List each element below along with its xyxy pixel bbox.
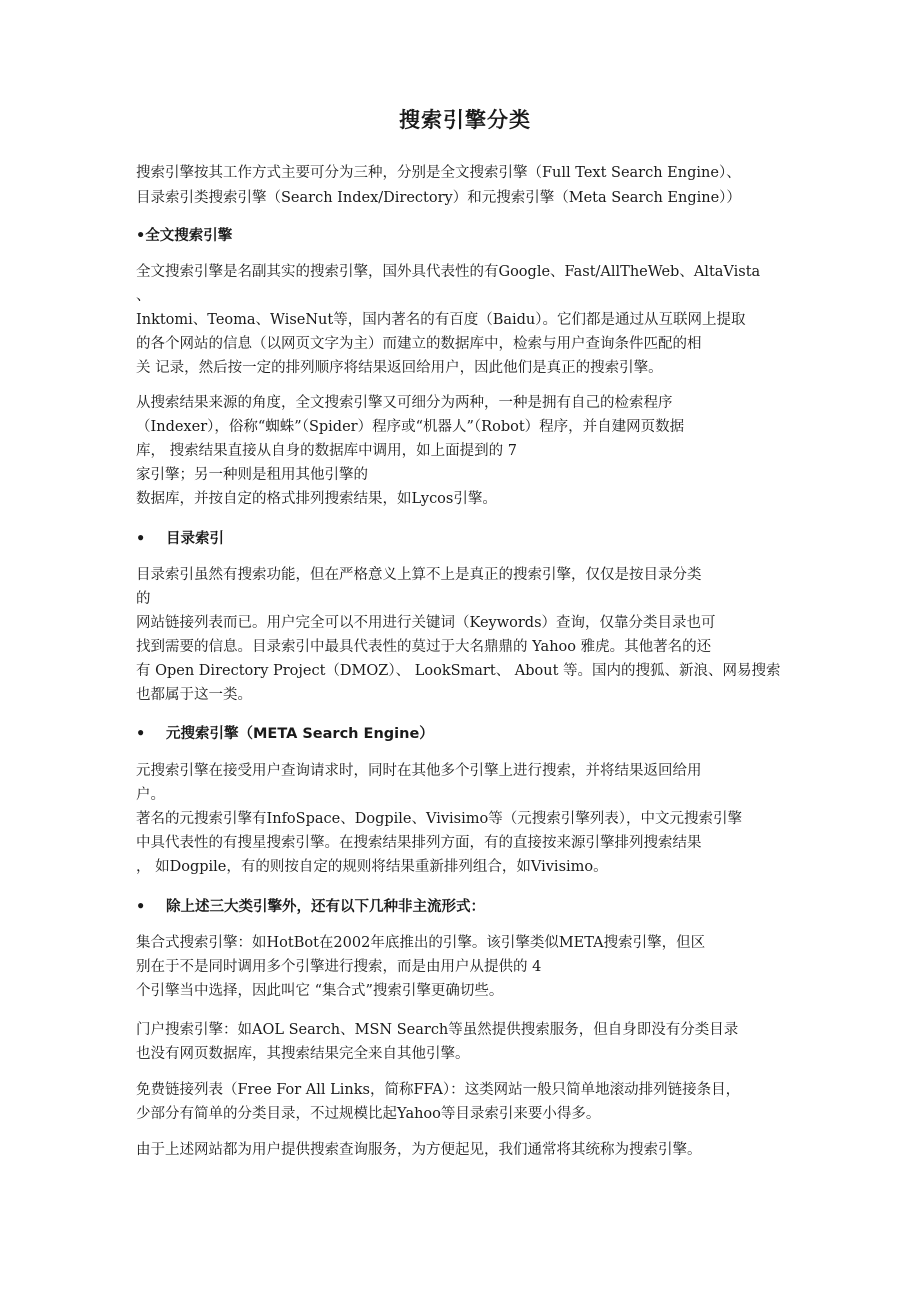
page-title: 搜索引擎分类 [399,108,531,132]
paragraph-line: 数据库，并按自定的格式排列搜索结果，如Lycos引擎。 [136,491,497,507]
paragraph-line: 也没有网页数据库，其搜索结果完全来自其他引擎。 [136,1046,470,1062]
paragraph-line: 关 记录，然后按一定的排列顺序将结果返回给用户，因此他们是真正的搜索引擎。 [136,360,663,376]
paragraph-line: 免费链接列表（Free For All Links，简称FFA）：这类网站一般只简单地滚动排列链接条目， [136,1082,741,1098]
bullet-mark: • [136,898,146,915]
paragraph-line: 库， 搜索结果直接从自身的数据库中调用，如上面提到的 7 [136,443,517,459]
paragraph-line: 户。 [136,787,165,803]
paragraph-line: 的 [136,591,151,607]
paragraph-line: 目录索引虽然有搜索功能，但在严格意义上算不上是真正的搜索引擎，仅仅是按目录分类 [136,567,702,583]
paragraph-line: 由于上述网站都为用户提供搜索查询服务，为方便起见，我们通常将其统称为搜索引擎。 [136,1142,702,1158]
paragraph-line: 也都属于这一类。 [136,687,252,703]
paragraph-line: 家引擎；另一种则是租用其他引擎的 [136,467,368,483]
intro-line: 目录索引类搜索引擎（Search Index/Directory）和元搜索引擎（Meta Search Engine）） [136,190,741,206]
paragraph-line: 别在于不是同时调用多个引擎进行搜索，而是由用户从提供的 4 [136,959,542,975]
paragraph-line: 、 [136,288,151,304]
paragraph-line: 个引擎当中选择，因此叫它 “集合式”搜索引擎更确切些。 [136,983,504,999]
paragraph-line: 门户搜索引擎：如AOL Search、MSN Search等虽然提供搜索服务，但自身即没有分类目录 [136,1022,739,1038]
paragraph-line: 元搜索引擎在接受用户查询请求时，同时在其他多个引擎上进行搜索，并将结果返回给用 [136,763,702,779]
paragraph-line: 集合式搜索引擎：如HotBot在2002年底推出的引擎。该引擎类似META搜索引擎，但区 [136,935,706,951]
bullet-mark: • [136,725,146,742]
paragraph-line: 找到需要的信息。目录索引中最具代表性的莫过于大名鼎鼎的 Yahoo 雅虎。其他著名的还 [136,639,712,655]
paragraph-line: 全文搜索引擎是名副其实的搜索引擎，国外具代表性的有Google、Fast/AllTheWeb、AltaVista [136,264,761,280]
section-heading-fulltext: •全文搜索引擎 [136,228,233,244]
paragraph-line: 从搜索结果来源的角度，全文搜索引擎又可细分为两种，一种是拥有自己的检索程序 [136,395,673,411]
paragraph-line: ， 如Dogpile，有的则按自定的规则将结果重新排列组合，如Vivisimo。 [136,859,608,875]
paragraph-line: Inktomi、Teoma、WiseNut等，国内著名的有百度（Baidu）。它们都是通过从互联网上提取 [136,312,746,328]
paragraph-line: 著名的元搜索引擎有InfoSpace、Dogpile、Vivisimo等（元搜索引擎列表），中文元搜索引擎 [136,811,742,827]
paragraph-line: 少部分有简单的分类目录，不过规模比起Yahoo等目录索引来要小得多。 [136,1106,601,1122]
paragraph-line: 的各个网站的信息（以网页文字为主）而建立的数据库中，检索与用户查询条件匹配的相 [136,336,702,352]
intro-line: 搜索引擎按其工作方式主要可分为三种，分别是全文搜索引擎（Full Text Search Engine）、 [136,165,741,181]
paragraph-line: 网站链接列表而已。用户完全可以不用进行关键词（Keywords）查询，仅靠分类目录也可 [136,615,716,631]
section-heading-directory: 目录索引 [166,531,224,547]
paragraph-line: 中具代表性的有搜星搜索引擎。在搜索结果排列方面，有的直接按来源引擎排列搜索结果 [136,835,702,851]
section-heading-other: 除上述三大类引擎外，还有以下几种非主流形式： [166,899,485,915]
paragraph-line: （Indexer），俗称“蜘蛛”（Spider）程序或“机器人”（Robot）程序，并自建网页数据 [136,419,685,435]
bullet-mark: • [136,530,146,547]
paragraph-line: 有 Open Directory Project（DMOZ）、 LookSmart、 About 等。国内的搜狐、新浪、网易搜索 [136,663,781,679]
section-heading-meta: 元搜索引擎（META Search Engine） [166,726,434,742]
